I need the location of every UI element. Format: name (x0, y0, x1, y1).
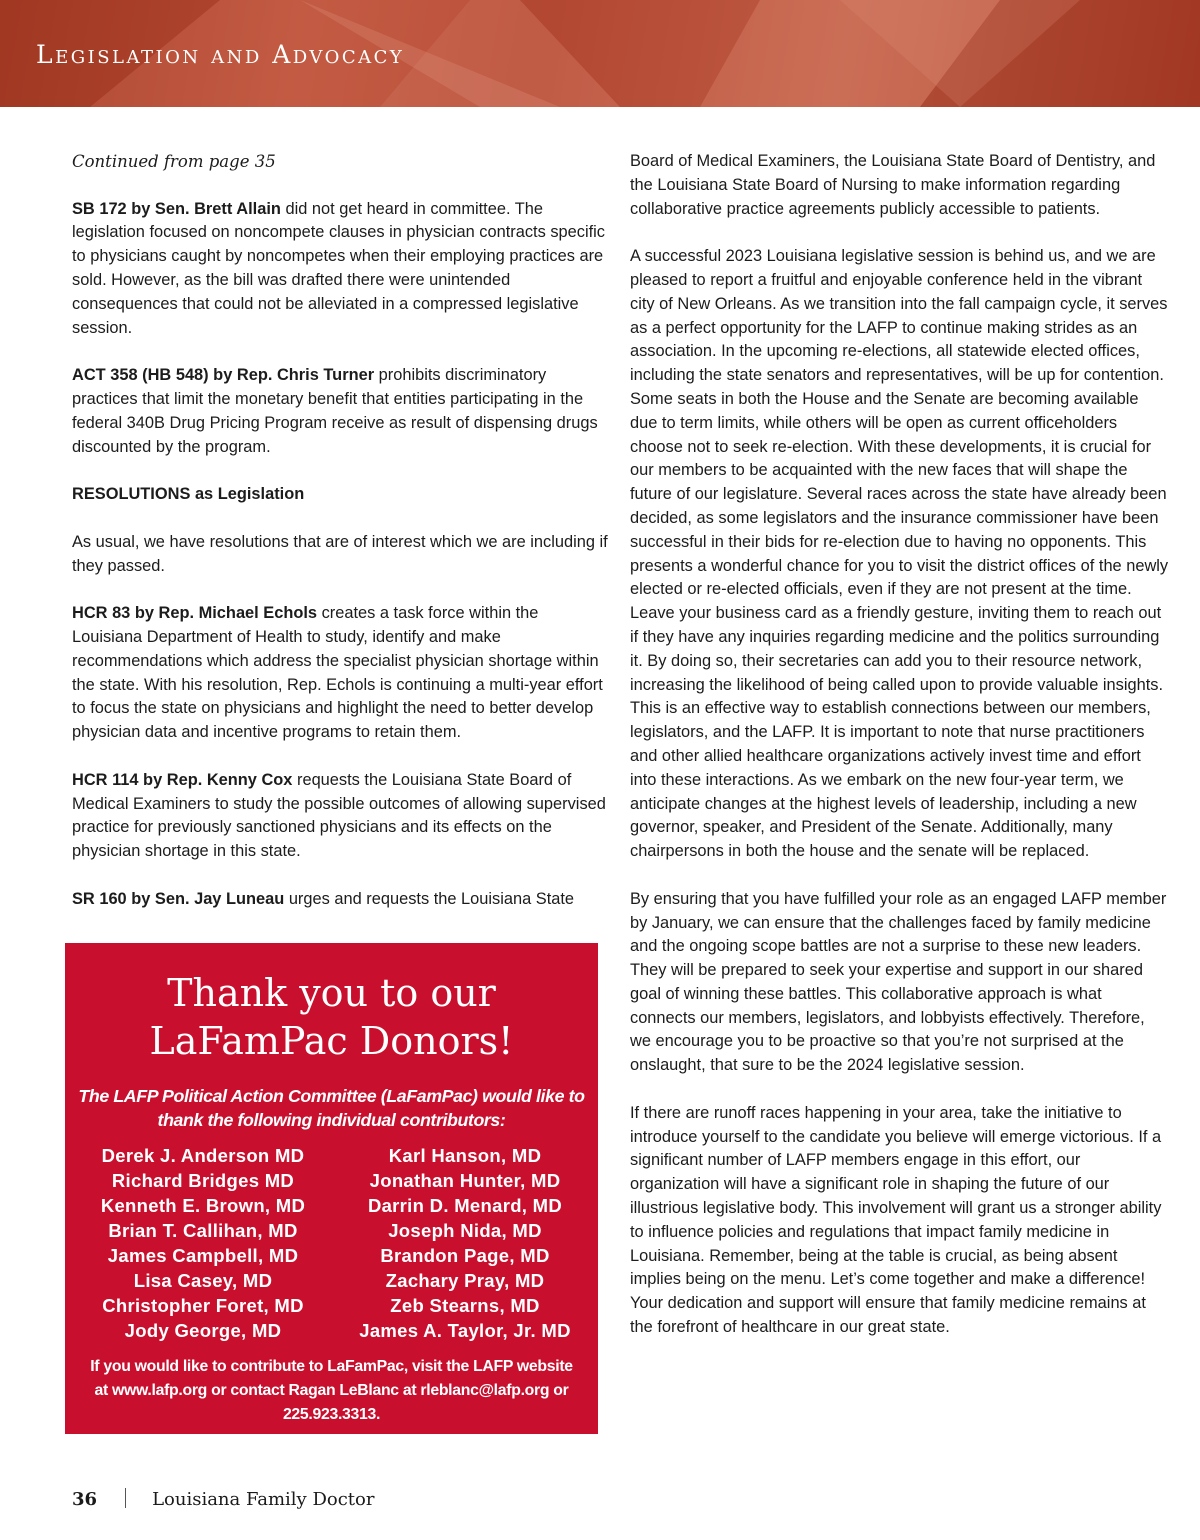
right-paragraph-3: By ensuring that you have fulfilled your role as an engaged LAFP member by January, we can ensure that the challenges faced by family medicine and the ongoing scope battles are not a surprise to these new leaders. They will be prepared to seek your expertise and support in our shared goal of winning these battles. This collaborative approach is what connects our members, legislators, and lobbyists effectively. Therefore, we encourage you to be proactive so that you’re not surprised at the onslaught, that sure to be the 2024 legislative session. (630, 889, 1167, 1075)
page-number: 36 (72, 1489, 98, 1510)
hcr114-lead: HCR 114 by Rep. Kenny Cox (72, 770, 293, 789)
donor-name: Darrin D. Menard, MD (367, 1195, 563, 1216)
donor-name: Joseph Nida, MD (388, 1220, 542, 1241)
donor-name: Jonathan Hunter, MD (369, 1170, 561, 1191)
left-column (72, 150, 612, 935)
donor-title-line-2: LaFamPac Donors! (149, 1019, 514, 1063)
footer-divider (125, 1488, 126, 1508)
right-paragraph-4: If there are runoff races happening in your area, take the initiative to introduce yourself to the candidate you believe will emerge victorious. If a significant number of LAFP members engage in this effort, our organization will have a significant role in shaping the future of our illustrious legislative body. This involvement will grant us a stronger ability to influence policies and regulations that impact family medicine in Louisiana. Remember, being at the table is crucial, as being absent implies being on the menu. Let’s come together and make a difference! Your dedication and support will ensure that family medicine remains at the forefront of healthcare in our great state. (630, 1103, 1162, 1337)
donor-list-left (70, 1143, 336, 1343)
donor-name: James A. Taylor, Jr. MD (359, 1320, 571, 1341)
donor-list-right (332, 1143, 598, 1343)
resolutions-heading: RESOLUTIONS as Legislation (72, 485, 305, 504)
donor-name: Christopher Foret, MD (102, 1295, 304, 1316)
publication-name: Louisiana Family Doctor (152, 1489, 375, 1510)
donor-intro (65, 1084, 598, 1132)
donor-name: Jody George, MD (124, 1320, 282, 1341)
donor-name: Karl Hanson, MD (388, 1145, 542, 1166)
donor-name: Derek J. Anderson MD (101, 1145, 305, 1166)
continued-note: Continued from page 35 (72, 152, 276, 171)
sb172-text: did not get heard in committee. The legislation focused on noncompete clauses in physician contracts specific to physicians caught by noncompetes when their employing practices are sold. However, as the bill was drafted there were unintended consequences that could not be alleviated in a compressed legislative session. (72, 199, 605, 337)
donor-thank-you-box (65, 943, 598, 1434)
hcr83-paragraph (72, 602, 612, 745)
donor-contact-line-1: If you would like to contribute to LaFamPac, visit the LAFP website (90, 1358, 573, 1375)
donor-name: Lisa Casey, MD (133, 1270, 273, 1291)
right-paragraph-1: Board of Medical Examiners, the Louisiana State Board of Dentistry, and the Louisiana State Board of Nursing to make information regarding collaborative practice agreements publicly accessible to patients. (630, 152, 1156, 218)
sb172-paragraph (72, 198, 612, 341)
sb172-lead: SB 172 by Sen. Brett Allain (72, 199, 281, 218)
act358-text: prohibits discriminatory practices that limit the monetary benefit that entities participating in the federal 340B Drug Pricing Program receive as result of dispensing drugs discounted by the program. (72, 366, 598, 456)
donor-name: Richard Bridges MD (111, 1170, 295, 1191)
section-title: Legislation and Advocacy (36, 40, 405, 69)
donor-contact-line-3: 225.923.3313. (282, 1406, 381, 1423)
donor-name: Zeb Stearns, MD (390, 1295, 540, 1316)
sr160-lead: SR 160 by Sen. Jay Luneau (72, 889, 285, 908)
donor-title-line-1: Thank you to our (167, 971, 496, 1015)
sr160-text: urges and requests the Louisiana State (284, 889, 575, 908)
hcr83-lead: HCR 83 by Rep. Michael Echols (72, 604, 318, 623)
sr160-paragraph (72, 888, 612, 912)
page-footer (72, 1488, 374, 1510)
donor-contact-line-2: at www.lafp.org or contact Ragan LeBlanc at rleblanc@lafp.org or (94, 1382, 569, 1399)
donor-name: James Campbell, MD (107, 1245, 299, 1266)
right-paragraph-2: A successful 2023 Louisiana legislative session is behind us, and we are pleased to report a fruitful and enjoyable conference held in the vibrant city of New Orleans. As we transition into the fall campaign cycle, it serves as a perfect opportunity for the LAFP to continue making strides as an association. In the upcoming re-elections, all statewide elected offices, including the state senators and representatives, will be up for contention. Some seats in both the House and the Senate are becoming available due to term limits, while others will be open as current officeholders choose not to seek re-election. With these developments, it is crucial for our members to be acquainted with the new faces that will shape the future of our legislature. Several races across the state have already been decided, as some legislators and the insurance commissioner have been successful in their bids for re-election due to having no opponents. This presents a wonderful chance for you to visit the district offices of the newly elected or re-elected officials, even if they are not present at the time. Leave your business card as a friendly gesture, inviting them to reach out if they have any inquiries regarding medicine and the politics surrounding it. By doing so, their secretaries can add you to their resource network, increasing the likelihood of being called upon to provide valuable insights. This is an effective way to establish connections between our members, legislators, and the LAFP. It is important to note that nurse practitioners and other allied healthcare organizations actively invest time and effort into these interactions. As we embark on the new four-year term, we anticipate changes at the highest levels of leadership, including a new governor, speaker, and President of the Senate. Additionally, many chairpersons in both the house and the senate will be replaced. (630, 247, 1169, 861)
donor-intro-line-1: The LAFP Political Action Committee (LaFamPac) would like to (78, 1086, 585, 1106)
donor-contact-info (65, 1355, 598, 1427)
right-column (630, 150, 1170, 1364)
donor-name: Brian T. Callihan, MD (108, 1220, 298, 1241)
donor-name: Brandon Page, MD (380, 1245, 550, 1266)
hcr114-paragraph (72, 769, 612, 864)
resolutions-intro: As usual, we have resolutions that are of interest which we are including if they passed. (72, 532, 608, 575)
donor-name: Kenneth E. Brown, MD (100, 1195, 306, 1216)
donor-name: Zachary Pray, MD (385, 1270, 545, 1291)
section-banner (0, 0, 1200, 107)
hcr114-text: requests the Louisiana State Board of Medical Examiners to study the possible outcomes of allowing supervised practice for previously sanctioned physicians and its effects on the physician shortage in this state. (72, 770, 606, 861)
donor-intro-line-2: thank the following individual contributors: (157, 1110, 506, 1130)
hcr83-text: creates a task force within the Louisiana Department of Health to study, identify and make recommendations which address the specialist physician shortage within the state. With his resolution, Rep. Echols is continuing a multi-year effort to focus the state on physicians and highlight the need to better develop physician data and incentive programs to retain them. (72, 604, 603, 742)
act358-paragraph (72, 364, 612, 459)
act358-lead: ACT 358 (HB 548) by Rep. Chris Turner (72, 366, 375, 385)
donor-title (65, 969, 598, 1065)
